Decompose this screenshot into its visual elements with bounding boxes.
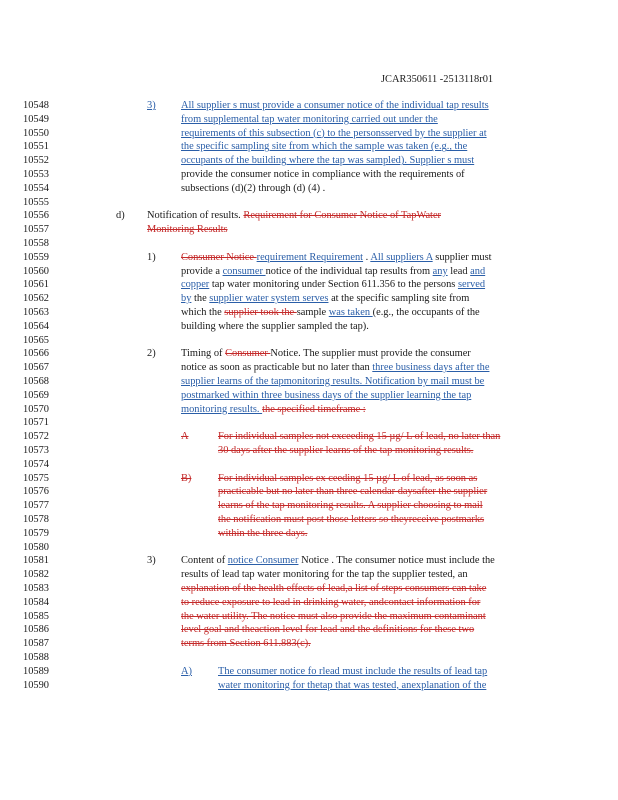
- text-run: 3): [147, 555, 156, 567]
- document-line: [0, 514, 618, 527]
- inserted-text: A): [181, 665, 192, 677]
- deleted-text: level goal and theaction level for lead and the definitions for these two: [181, 624, 475, 636]
- document-line: [0, 638, 618, 651]
- line-number: 10562: [23, 293, 49, 305]
- line-number: 10581: [23, 555, 49, 567]
- text-run: .: [363, 251, 371, 263]
- text-run: the: [191, 293, 210, 305]
- line-text: [218, 500, 483, 511]
- deleted-text: B): [181, 472, 192, 484]
- inserted-text: notice Consumer: [227, 555, 299, 567]
- line-text-continued: [147, 210, 441, 221]
- text-run: at the specific sampling site from: [328, 293, 470, 305]
- line-text: [147, 555, 156, 566]
- line-number: 10580: [23, 541, 49, 553]
- line-text: [147, 100, 156, 111]
- line-text: [147, 252, 156, 263]
- line-number: 10569: [23, 389, 49, 401]
- deleted-text: supplier took the: [224, 307, 297, 318]
- line-text-continued: [218, 473, 477, 484]
- line-number: 10583: [23, 583, 49, 594]
- document-line: [0, 362, 618, 375]
- document-line: [0, 417, 618, 430]
- line-text-continued: [181, 252, 492, 263]
- text-run: results of lead tap water monitoring for the tap the supplier tested, an: [181, 569, 468, 581]
- line-text: [181, 390, 471, 401]
- document-line: [0, 459, 618, 472]
- inserted-text: copper: [181, 279, 210, 291]
- document-line: [0, 224, 618, 237]
- document-line: [0, 431, 618, 444]
- line-text: [147, 348, 156, 359]
- line-number: 10560: [23, 265, 49, 277]
- document-line: [0, 252, 618, 265]
- document-line: [0, 500, 618, 513]
- line-number: 10552: [23, 155, 49, 167]
- line-text: [181, 624, 474, 635]
- line-number: 10576: [23, 486, 49, 498]
- document-line: [0, 376, 618, 389]
- text-run: Timing of: [181, 348, 226, 360]
- document-line: [0, 597, 618, 610]
- inserted-text: three business days after the: [372, 362, 490, 374]
- document-line: [0, 210, 618, 223]
- deleted-text: For individual samples not exceeding 15 µg/ L of lead, no later than: [218, 431, 501, 443]
- line-number: 10566: [23, 348, 49, 360]
- document-line: [0, 183, 618, 196]
- inserted-text: water monitoring for thetap that was tested, anexplanation of the: [218, 679, 487, 691]
- line-text-continued: [181, 555, 495, 566]
- line-number: 10586: [23, 624, 49, 636]
- deleted-text: the notification must post those letters so theyreceive postmarks: [218, 514, 485, 525]
- inserted-text: requirement Requirement: [256, 251, 364, 263]
- document-line: [0, 238, 618, 251]
- text-run: 2): [147, 348, 156, 360]
- text-run: provide a: [181, 265, 223, 277]
- document-line: [0, 114, 618, 127]
- document-line: [0, 569, 618, 582]
- text-run: 1): [147, 251, 156, 263]
- line-number: 10565: [23, 334, 49, 346]
- line-number: 10549: [23, 113, 49, 125]
- line-number: 10570: [23, 403, 49, 415]
- deleted-text: to reduce exposure to lead in drinking water, andcontact information for: [181, 596, 481, 608]
- line-text: [181, 266, 485, 277]
- document-line: [0, 652, 618, 665]
- text-run: which the: [181, 307, 225, 318]
- line-text-continued: [218, 431, 500, 442]
- line-number: 10554: [23, 182, 49, 194]
- line-text: [181, 611, 486, 622]
- document-line: [0, 555, 618, 568]
- document-line: [0, 542, 618, 555]
- document-line: [0, 321, 618, 334]
- document-line: [0, 624, 618, 637]
- deleted-text: Requirement for Consumer Notice of TapWater: [243, 210, 442, 222]
- line-text: [181, 666, 192, 677]
- line-text: [218, 514, 484, 525]
- deleted-text: Monitoring Results: [147, 224, 228, 236]
- text-run: supplier must: [432, 251, 492, 263]
- inserted-text: 3): [147, 100, 156, 111]
- deleted-text: explanation of the health effects of lead,a list of steps consumers can take: [181, 583, 487, 594]
- line-text: [218, 445, 473, 456]
- inserted-text: supplier learns of the tapmonitoring results. Notification by mail must be: [181, 376, 485, 387]
- inserted-text: served: [457, 279, 486, 291]
- line-text: [218, 680, 486, 691]
- line-text: [218, 486, 487, 497]
- document-line: [0, 473, 618, 486]
- inserted-text: The consumer notice fo rlead must include the results of lead tap: [218, 665, 488, 677]
- line-number: 10589: [23, 665, 49, 677]
- document-line: [0, 307, 618, 320]
- inserted-text: supplier water system serves: [209, 293, 329, 305]
- line-number: 10553: [23, 169, 49, 180]
- line-number: 10571: [23, 417, 49, 429]
- text-run: sample: [296, 307, 329, 318]
- document-line: [0, 197, 618, 210]
- line-text: [181, 114, 438, 125]
- text-run: Notification of results.: [147, 210, 244, 222]
- inserted-text: by: [181, 293, 192, 305]
- document-line: [0, 141, 618, 154]
- line-number: 10578: [23, 514, 49, 525]
- document-line: [0, 611, 618, 624]
- document-line: [0, 155, 618, 168]
- deleted-text: 30 days after the supplier learns of the tap monitoring results.: [218, 445, 474, 456]
- text-run: tap water monitoring under Section 611.356 to the persons: [209, 279, 458, 291]
- line-text: [181, 431, 189, 442]
- line-text: [147, 224, 228, 235]
- deleted-text: within the three days.: [218, 527, 308, 539]
- document-line: [0, 486, 618, 499]
- document-line: [0, 680, 618, 693]
- line-number: 10582: [23, 569, 49, 581]
- line-number: 10550: [23, 127, 49, 139]
- line-number: 10574: [23, 458, 49, 470]
- line-number: 10559: [23, 251, 49, 263]
- line-text: [181, 293, 469, 304]
- line-text: [181, 321, 369, 332]
- line-number: 10585: [23, 610, 49, 622]
- line-number: 10587: [23, 638, 49, 650]
- line-number: 10556: [23, 210, 49, 222]
- line-text: [181, 583, 486, 594]
- line-text: [116, 210, 125, 221]
- document-line: [0, 293, 618, 306]
- text-run: lead: [447, 265, 471, 277]
- line-number: 10564: [23, 320, 49, 332]
- line-number: 10590: [23, 679, 49, 691]
- inserted-text: consumer: [222, 265, 266, 277]
- deleted-text: A: [181, 431, 189, 443]
- text-run: Notice . The consumer notice must include the: [298, 555, 495, 567]
- inserted-text: from supplemental tap water monitoring carried out under the: [181, 113, 438, 125]
- inserted-text: monitoring results.: [181, 403, 263, 415]
- line-text: [218, 528, 307, 539]
- line-text: [181, 169, 465, 180]
- line-text: [181, 473, 191, 484]
- document-line: [0, 348, 618, 361]
- document-line: [0, 666, 618, 679]
- text-run: d): [116, 210, 125, 222]
- line-number: 10558: [23, 238, 49, 249]
- text-run: provide the consumer notice in compliance with the requirements of: [181, 169, 465, 180]
- line-text-continued: [218, 666, 487, 677]
- document-line: [0, 528, 618, 541]
- inserted-text: All suppliers A: [370, 251, 433, 263]
- line-text: [181, 183, 325, 194]
- document-line: [0, 128, 618, 141]
- deleted-text: learns of the tap monitoring results. A supplier choosing to mail: [218, 500, 483, 512]
- line-number: 10579: [23, 527, 49, 539]
- line-text: [181, 141, 467, 152]
- document-line: [0, 445, 618, 458]
- document-id: JCAR350611 -2513118r01: [381, 74, 494, 85]
- line-number: 10563: [23, 307, 49, 318]
- document-line: [0, 100, 618, 113]
- line-number: 10568: [23, 376, 49, 387]
- line-text: [181, 128, 487, 139]
- text-run: Notice. The supplier must provide the consumer: [270, 348, 471, 360]
- line-text: [181, 376, 484, 387]
- line-number: 10575: [23, 472, 49, 484]
- text-run: notice as soon as practicable but no later than: [181, 362, 373, 374]
- document-line: [0, 335, 618, 348]
- line-number: 10551: [23, 141, 49, 153]
- line-text-continued: [181, 100, 489, 111]
- text-run: (e.g., the occupants of the: [372, 307, 480, 318]
- line-number: 10588: [23, 652, 49, 663]
- text-run: notice of the individual tap results from: [265, 265, 433, 277]
- inserted-text: occupants of the building where the tap was sampled). Supplier s must: [181, 155, 475, 167]
- line-number: 10573: [23, 445, 49, 456]
- line-text: [181, 638, 311, 649]
- line-text-continued: [181, 348, 471, 359]
- document-line: [0, 279, 618, 292]
- inserted-text: and: [470, 265, 486, 277]
- inserted-text: any: [432, 265, 448, 277]
- line-number: 10561: [23, 279, 49, 291]
- deleted-text: the water utility. The notice must also provide the maximum contaminant: [181, 610, 486, 622]
- line-text: [181, 597, 480, 608]
- line-text: [181, 307, 480, 318]
- inserted-text: All supplier s must provide a consumer notice of the individual tap results: [181, 100, 489, 111]
- line-number: 10548: [23, 100, 49, 111]
- line-number: 10567: [23, 362, 49, 374]
- line-text: [181, 155, 474, 166]
- deleted-text: terms from Section 611.883(c).: [181, 638, 311, 650]
- deleted-text: the specified timeframe :: [262, 403, 366, 415]
- text-run: building where the supplier sampled the tap).: [181, 320, 369, 332]
- line-text: [181, 404, 366, 415]
- line-text: [181, 569, 468, 580]
- inserted-text: the specific sampling site from which the sample was taken (e.g., the: [181, 141, 468, 153]
- line-number: 10584: [23, 596, 49, 608]
- document-line: [0, 266, 618, 279]
- document-line: [0, 404, 618, 417]
- text-run: subsections (d)(2) through (d) (4) .: [181, 182, 326, 194]
- text-run: Content of: [181, 555, 228, 567]
- deleted-text: practicable but no later than three calendar daysafter the supplier: [218, 486, 488, 498]
- document-line: [0, 583, 618, 596]
- document-line: [0, 169, 618, 182]
- line-number: 10572: [23, 431, 49, 443]
- line-number: 10557: [23, 224, 49, 236]
- line-text: [181, 362, 489, 373]
- inserted-text: requirements of this subsection (c) to the personsserved by the supplier at: [181, 127, 487, 139]
- line-number: 10577: [23, 500, 49, 512]
- deleted-text: For individual samples ex ceeding 15 µg/ L of lead, as soon as: [218, 472, 478, 484]
- document-line: [0, 390, 618, 403]
- line-text: [181, 279, 485, 290]
- deleted-text: Consumer: [225, 348, 271, 360]
- line-number: 10555: [23, 196, 49, 208]
- inserted-text: postmarked within three business days of the supplier learning the tap: [181, 389, 472, 401]
- deleted-text: Consumer Notice: [181, 251, 257, 263]
- inserted-text: was taken: [328, 307, 373, 318]
